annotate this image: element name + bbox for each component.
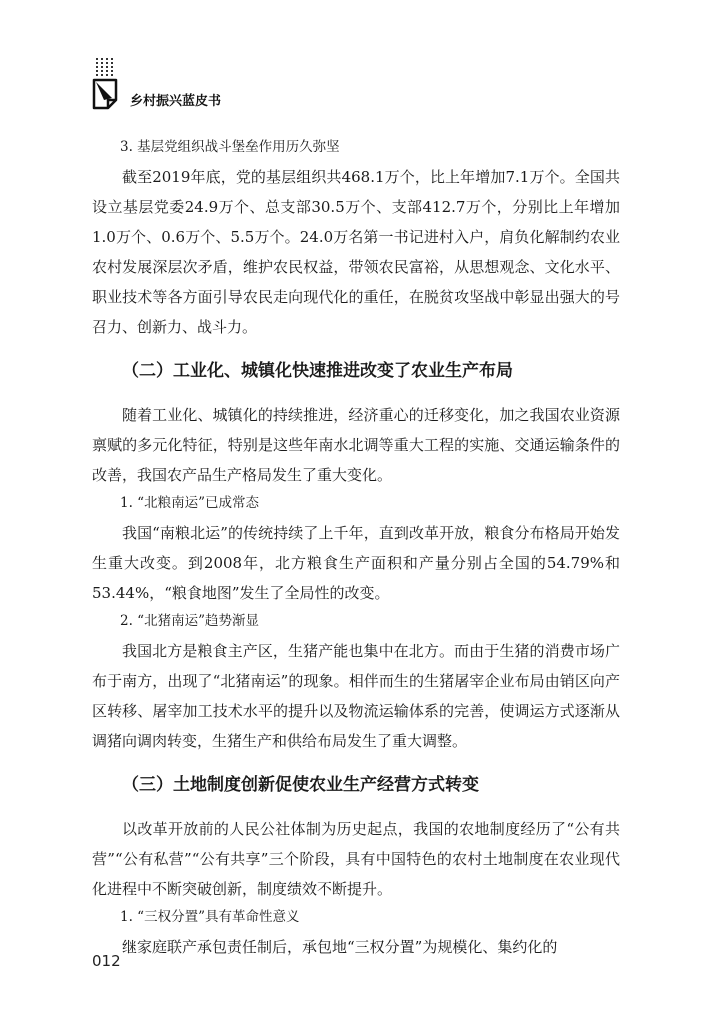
subheading: 3. 基层党组织战斗堡垒作用历久弥坚 bbox=[120, 139, 340, 155]
running-header bbox=[92, 56, 292, 116]
page-body bbox=[92, 134, 620, 962]
book-corner-icon bbox=[92, 56, 128, 116]
subheading: 1. “三权分置”具有革命性意义 bbox=[120, 909, 300, 925]
section-heading: （三）土地制度创新促使农业生产经营方式转变 bbox=[122, 775, 479, 795]
paragraph: 截至2019年底，党的基层组织共468.1万个，比上年增加7.1万个。全国共设立基层党委24.9万个、总支部30.5万个、支部412.7万个，分别比上年增加1.0万个、0.6万个、5.5万个。24.0万名第一书记进村入户，肩负化解制约农业农村发展深层次矛盾，维护农民权益，带领农民富裕，从思想观念、文化水平、职业技术等各方面引导农民走向现代化的重任，在脱贫攻坚战中彰显出强大的号召力、创新力、战斗力。 bbox=[92, 168, 620, 336]
subheading: 1. “北粮南运”已成常态 bbox=[120, 495, 259, 511]
series-title: 乡村振兴蓝皮书 bbox=[130, 94, 222, 109]
paragraph: 继家庭联产承包责任制后，承包地“三权分置”为规模化、集约化的 bbox=[122, 938, 558, 956]
page-number: 012 bbox=[92, 952, 121, 970]
section-heading: （二）工业化、城镇化快速推进改变了农业生产布局 bbox=[122, 361, 513, 381]
paragraph: 以改革开放前的人民公社体制为历史起点，我国的农地制度经历了“公有共营”“公有私营”“公有共享”三个阶段，具有中国特色的农村土地制度在农业现代化进程中不断突破创新，制度绩效不断提升。 bbox=[92, 820, 620, 898]
paragraph: 我国“南粮北运”的传统持续了上千年，直到改革开放，粮食分布格局开始发生重大改变。到2008年，北方粮食生产面积和产量分别占全国的54.79%和53.44%，“粮食地图”发生了全局性的改变。 bbox=[92, 524, 620, 602]
paragraph: 随着工业化、城镇化的持续推进，经济重心的迁移变化，加之我国农业资源禀赋的多元化特征，特别是这些年南水北调等重大工程的实施、交通运输条件的改善，我国农产品生产格局发生了重大变化。 bbox=[92, 406, 620, 484]
subheading: 2. “北猪南运”趋势渐显 bbox=[120, 613, 259, 629]
paragraph: 我国北方是粮食主产区，生猪产能也集中在北方。而由于生猪的消费市场广布于南方，出现了“北猪南运”的现象。相伴而生的生猪屠宰企业布局由销区向产区转移、屠宰加工技术水平的提升以及物流运输体系的完善，使调运方式逐渐从调猪向调肉转变，生猪生产和供给布局发生了重大调整。 bbox=[92, 642, 620, 750]
